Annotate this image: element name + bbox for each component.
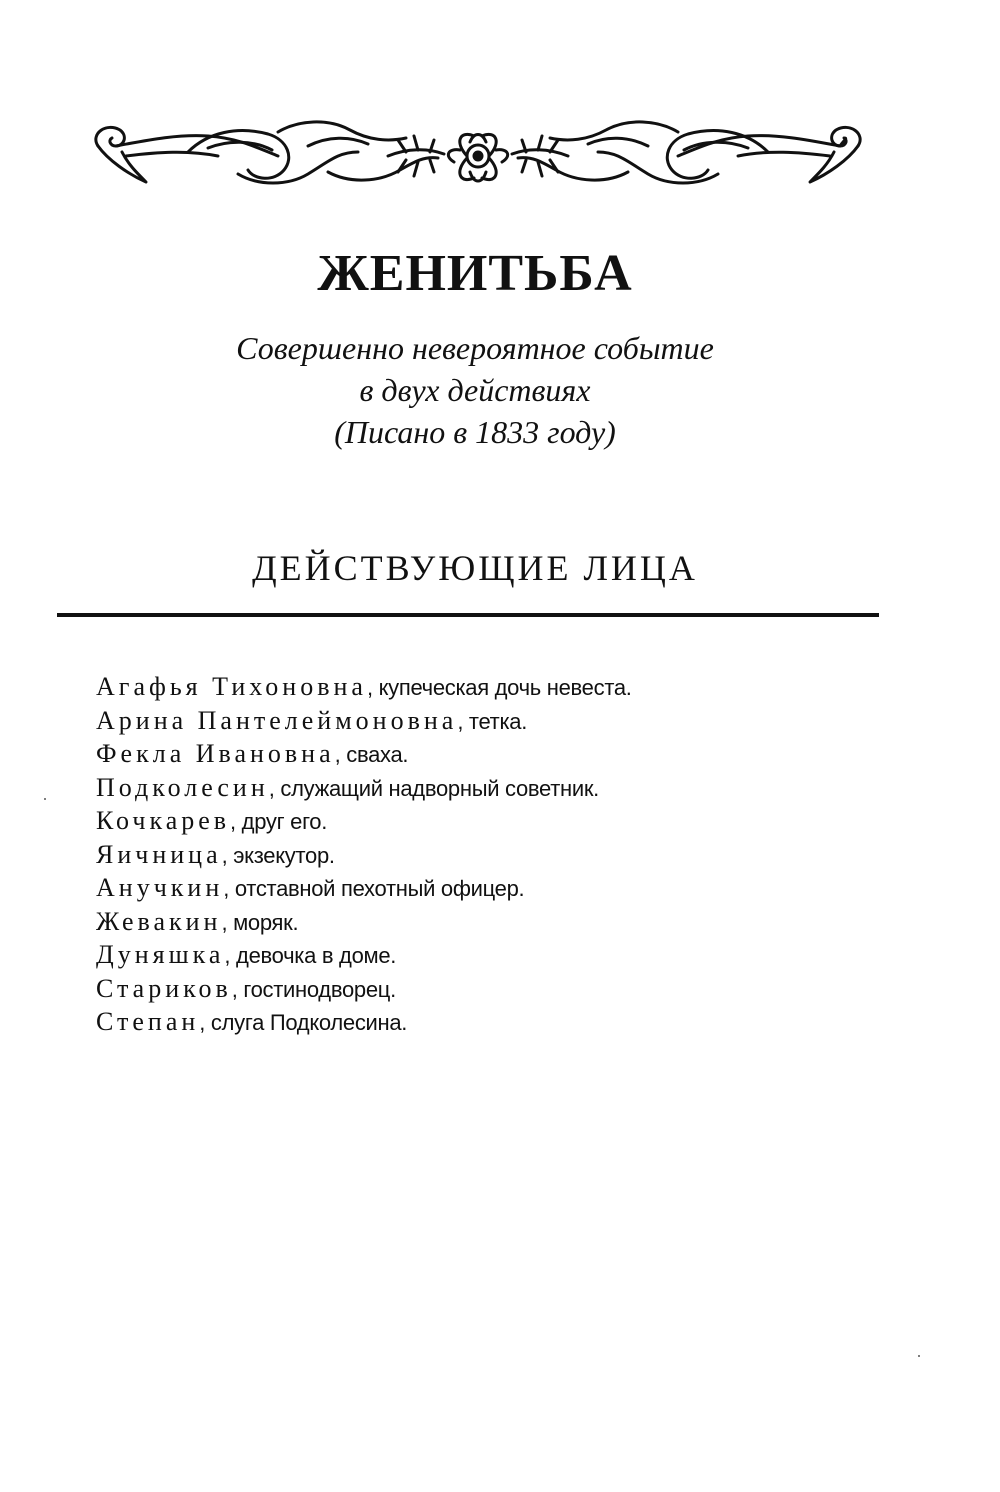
character-name: Подколесин — [96, 772, 269, 802]
cast-entry — [96, 938, 896, 972]
character-description: , тетка. — [457, 708, 528, 734]
character-description: , друг его. — [230, 809, 328, 834]
subtitle — [0, 327, 950, 453]
cast-entry — [96, 704, 896, 738]
cast-entry — [96, 804, 896, 838]
character-description: , служащий надворный советник. — [268, 775, 599, 801]
character-name: Фекла Ивановна — [96, 739, 335, 768]
character-description: , девочка в доме. — [224, 943, 397, 968]
scan-speck — [918, 1355, 920, 1357]
character-name: Агафья Тихоновна — [96, 672, 367, 701]
character-name: Стариков — [96, 973, 232, 1003]
cast-entry — [96, 670, 896, 704]
character-description: , сваха. — [334, 742, 409, 767]
cast-heading: ДЕЙСТВУЮЩИЕ ЛИЦА — [252, 548, 698, 588]
character-description: , слуга Подколесина. — [199, 1010, 408, 1035]
cast-entry — [96, 1005, 896, 1039]
character-name: Жевакин — [96, 906, 222, 936]
character-description: , отставной пехотный офицер. — [223, 876, 525, 901]
floral-scroll-ornament-icon — [88, 112, 868, 198]
cast-entry — [96, 737, 896, 771]
cast-entry — [96, 905, 896, 939]
character-description: , экзекутор. — [221, 842, 335, 868]
character-name: Степан — [96, 1007, 200, 1036]
cast-entry — [96, 871, 896, 905]
page-title: ЖЕНИТЬБА — [317, 245, 633, 302]
character-name: Арина Пантелеймоновна — [96, 705, 458, 735]
character-description: , гостинодворец. — [231, 976, 396, 1002]
scan-speck — [44, 798, 46, 800]
cast-entry — [96, 838, 896, 872]
divider-rule — [57, 613, 879, 617]
cast-entry — [96, 771, 896, 805]
subtitle-line: в двух действиях — [359, 372, 591, 408]
character-description: , купеческая дочь невеста. — [366, 675, 632, 700]
character-name: Анучкин — [96, 873, 224, 902]
cast-list — [96, 670, 896, 1039]
character-name: Кочкарев — [96, 806, 231, 835]
character-name: Дуняшка — [96, 940, 225, 969]
character-description: , моряк. — [221, 909, 299, 935]
subtitle-line: (Писано в 1833 году) — [334, 414, 616, 450]
cast-entry — [96, 972, 896, 1006]
character-name: Яичница — [96, 839, 222, 869]
subtitle-line: Совершенно невероятное событие — [236, 330, 714, 366]
